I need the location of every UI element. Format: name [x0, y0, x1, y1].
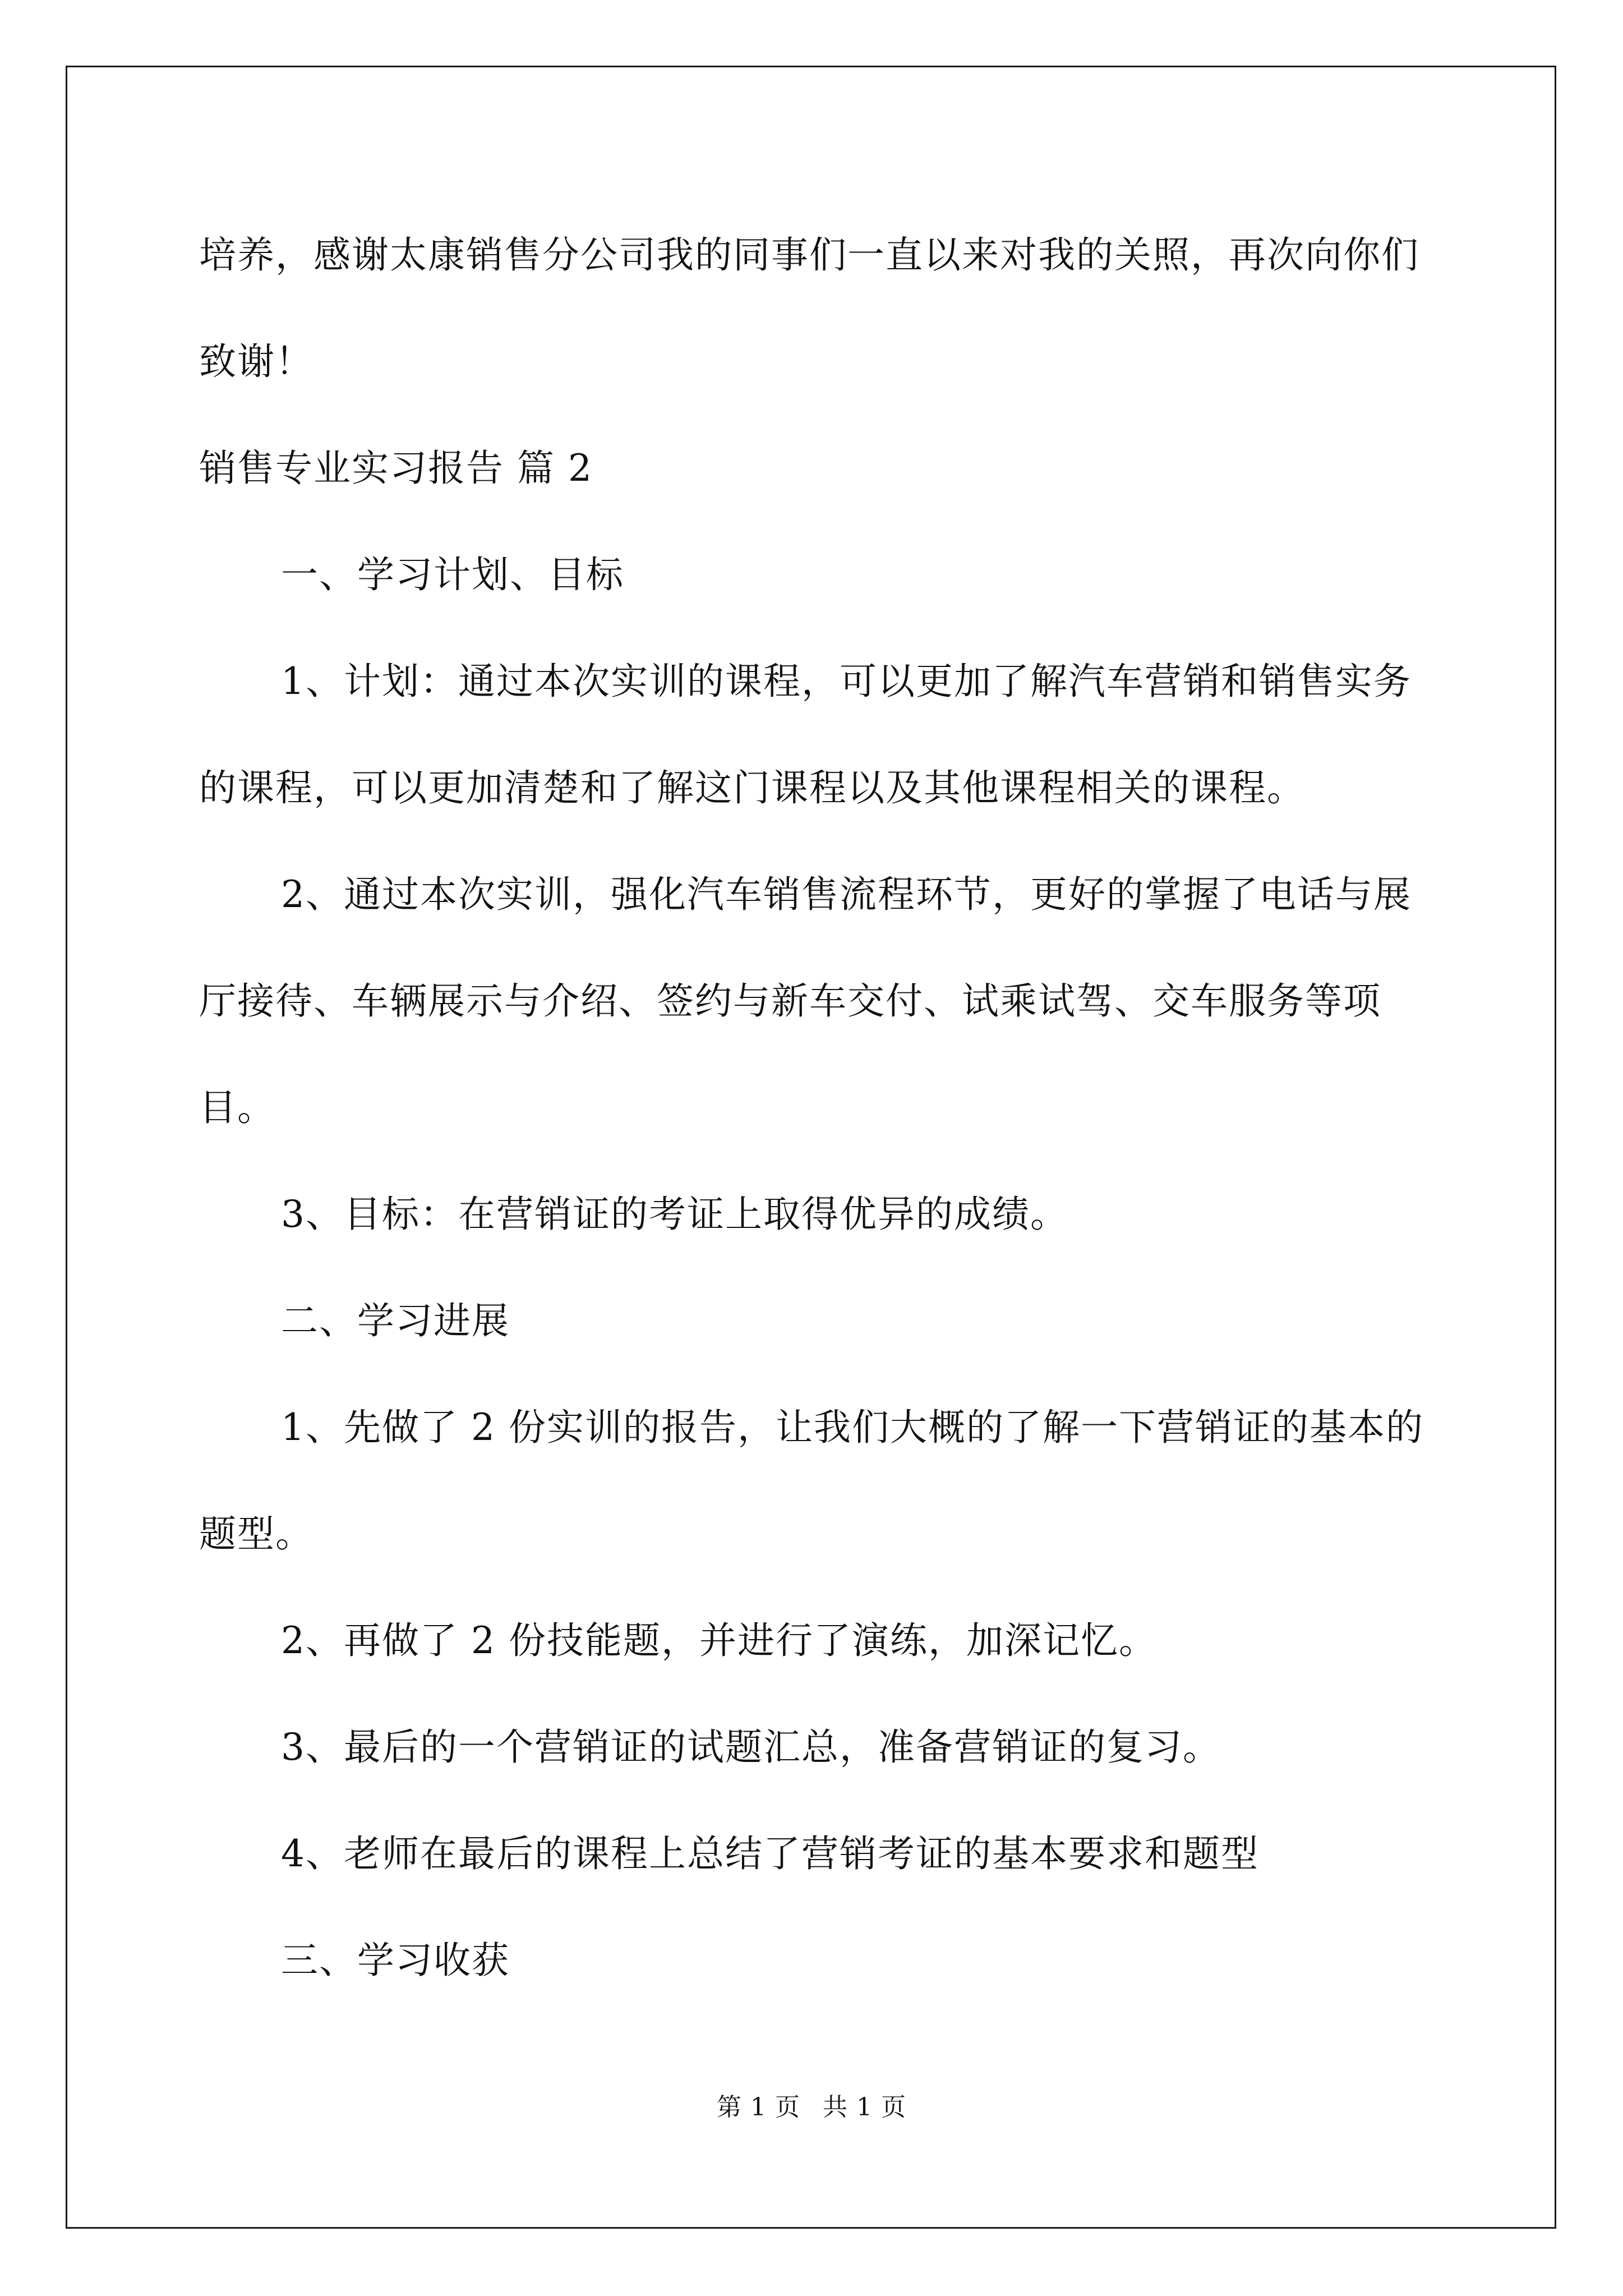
page-number-current: 第 1 页	[717, 2093, 800, 2122]
paragraph-progress-2: 2、再做了 2 份技能题，并进行了演练，加深记忆。	[281, 1619, 1157, 1662]
paragraph-plan: 1、计划：通过本次实训的课程，可以更加了解汽车营销和销售实务的课程，可以更加清楚和了解这门课程以及其他课程相关的课程。	[199, 660, 1412, 809]
heading-progress: 二、学习进展	[281, 1299, 510, 1342]
document-body	[199, 202, 1433, 2014]
heading-plan-goals: 一、学习计划、目标	[281, 553, 624, 596]
section-title: 销售专业实习报告 篇 2	[199, 447, 593, 490]
paragraph-progress-1: 1、先做了 2 份实训的报告，让我们大概的了解一下营销证的基本的题型。	[199, 1406, 1424, 1556]
paragraph-goal: 3、目标：在营销证的考证上取得优异的成绩。	[281, 1193, 1068, 1236]
paragraph-progress-4: 4、老师在最后的课程上总结了营销考证的基本要求和题型	[281, 1832, 1259, 1875]
page-number-total: 共 1 页	[823, 2093, 906, 2122]
paragraph-progress-3: 3、最后的一个营销证的试题汇总，准备营销证的复习。	[281, 1726, 1221, 1769]
paragraph-training: 2、通过本次实训，强化汽车销售流程环节，更好的掌握了电话与展厅接待、车辆展示与介绍、签约与新车交付、试乘试驾、交车服务等项目。	[199, 873, 1412, 1129]
page-footer	[0, 2087, 1623, 2123]
paragraph-1: 培养，感谢太康销售分公司我的同事们一直以来对我的关照，再次向你们致谢！	[199, 233, 1419, 383]
heading-gains: 三、学习收获	[281, 1939, 510, 1982]
